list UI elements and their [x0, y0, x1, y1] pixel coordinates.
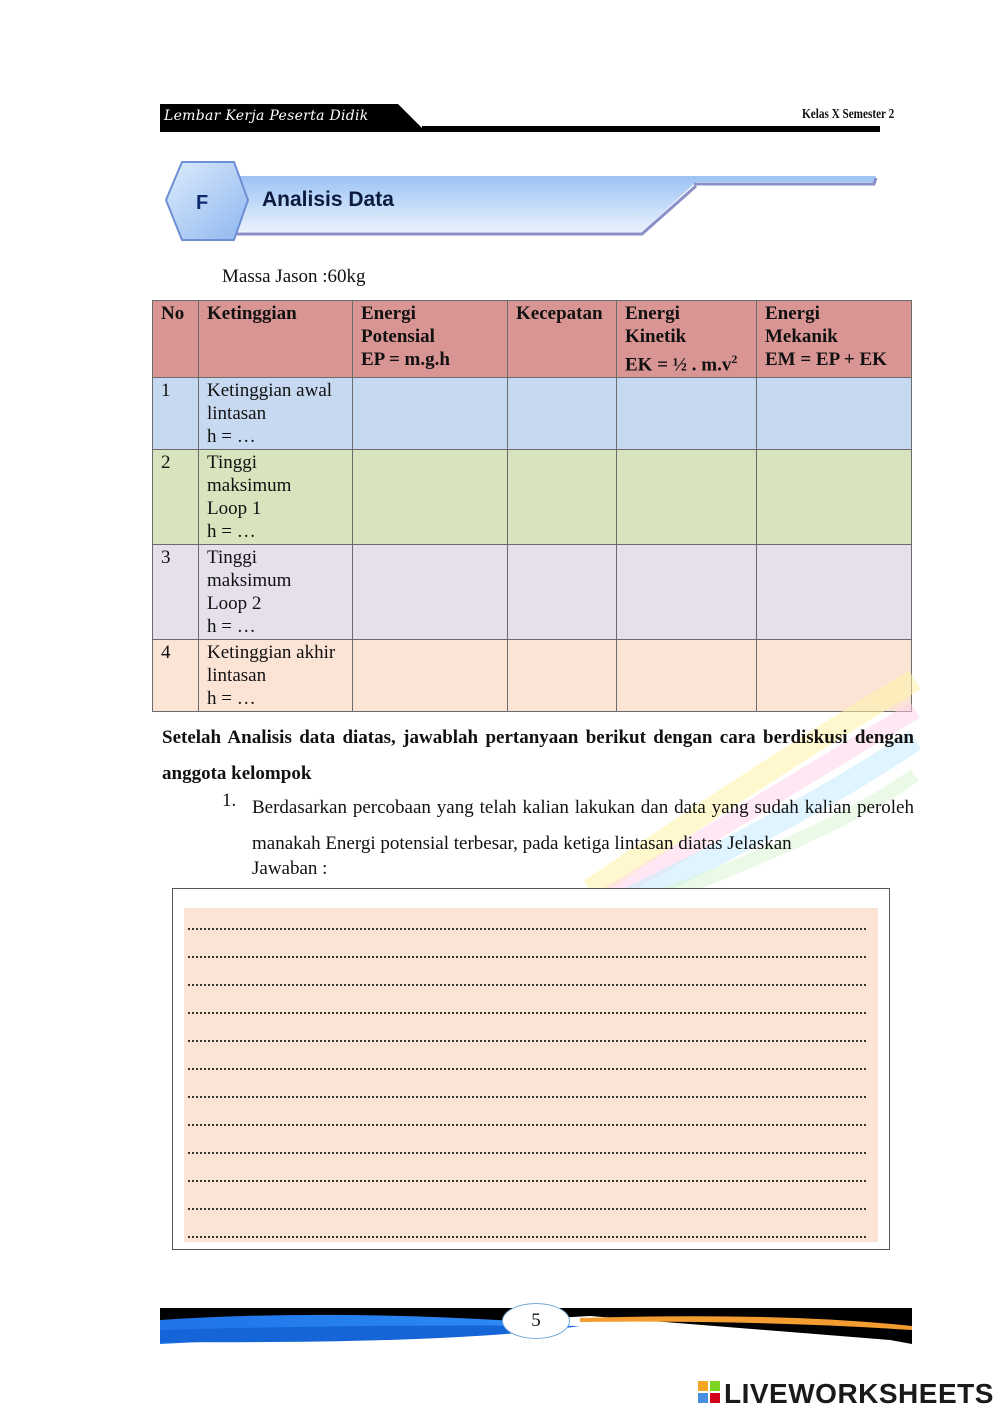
input-cell-ek[interactable]: [617, 378, 757, 450]
row-number: 1: [153, 378, 199, 450]
answer-line[interactable]: [188, 1124, 866, 1126]
table-row: [153, 545, 912, 640]
input-cell-em[interactable]: [757, 545, 912, 640]
input-cell-ep[interactable]: [353, 545, 508, 640]
header-kecepatan: Kecepatan: [508, 301, 617, 378]
section-letter: F: [196, 192, 209, 214]
table-row: [153, 378, 912, 450]
instruction-text: Setelah Analisis data diatas, jawablah pertanyaan berikut dengan cara berdiskusi dengan anggota kelompok: [162, 727, 914, 784]
answer-line[interactable]: [188, 1040, 866, 1042]
input-cell-ek[interactable]: [617, 450, 757, 545]
liveworksheets-logo-icon: [698, 1381, 720, 1403]
header-energi-potensial: Energi Potensial EP = m.g.h: [353, 301, 508, 378]
header-no: No: [153, 301, 199, 378]
answer-line[interactable]: [188, 984, 866, 986]
header-energi-kinetik: Energi Kinetik EK = ½ . $m.v^2$: [617, 301, 757, 378]
mass-label: Massa Jason :60kg: [222, 266, 366, 287]
header-energi-mekanik: Energi Mekanik EM = EP + EK: [757, 301, 912, 378]
table-row: [153, 450, 912, 545]
answer-line[interactable]: [188, 956, 866, 958]
header-ketinggian: Ketinggian: [199, 301, 353, 378]
page-number: 5: [502, 1303, 570, 1339]
input-cell-ep[interactable]: [353, 450, 508, 545]
row-height-label: Ketinggian awal lintasan h = …: [199, 378, 353, 450]
input-cell-em[interactable]: [757, 378, 912, 450]
answer-line[interactable]: [188, 928, 866, 930]
input-cell-em[interactable]: [757, 450, 912, 545]
row-height-label: Tinggi maksimum Loop 1 h = …: [199, 450, 353, 545]
answer-line[interactable]: [188, 1012, 866, 1014]
row-height-label: Ketinggian akhir lintasan h = …: [199, 640, 353, 712]
section-title: Analisis Data: [262, 188, 394, 211]
answer-line[interactable]: [188, 1068, 866, 1070]
liveworksheets-watermark: LIVEWORKSHEETS: [724, 1378, 994, 1409]
row-number: 2: [153, 450, 199, 545]
answer-line[interactable]: [188, 1236, 866, 1238]
row-number: 3: [153, 545, 199, 640]
row-height-label: Tinggi maksimum Loop 2 h = …: [199, 545, 353, 640]
input-cell-kecepatan[interactable]: [508, 450, 617, 545]
table-header-row: [153, 301, 912, 378]
header-right-text: Kelas X Semester 2: [801, 107, 894, 122]
header-left-text: Lembar Kerja Peserta Didik: [164, 108, 369, 124]
answer-label: Jawaban :: [252, 858, 328, 879]
input-cell-kecepatan[interactable]: [508, 545, 617, 640]
answer-line[interactable]: [188, 1096, 866, 1098]
input-cell-kecepatan[interactable]: [508, 378, 617, 450]
answer-input-area[interactable]: [184, 908, 878, 1242]
question-text: Berdasarkan percobaan yang telah kalian lakukan dan data yang sudah kalian peroleh manakah Energi potensial terbesar, pada ketiga lintasan diatas Jelaskan: [252, 797, 914, 854]
row-number: 4: [153, 640, 199, 712]
answer-line[interactable]: [188, 1208, 866, 1210]
question-number: 1.: [222, 790, 237, 811]
input-cell-ep[interactable]: [353, 640, 508, 712]
answer-line[interactable]: [188, 1180, 866, 1182]
input-cell-ek[interactable]: [617, 545, 757, 640]
answer-line[interactable]: [188, 1152, 866, 1154]
input-cell-ep[interactable]: [353, 378, 508, 450]
